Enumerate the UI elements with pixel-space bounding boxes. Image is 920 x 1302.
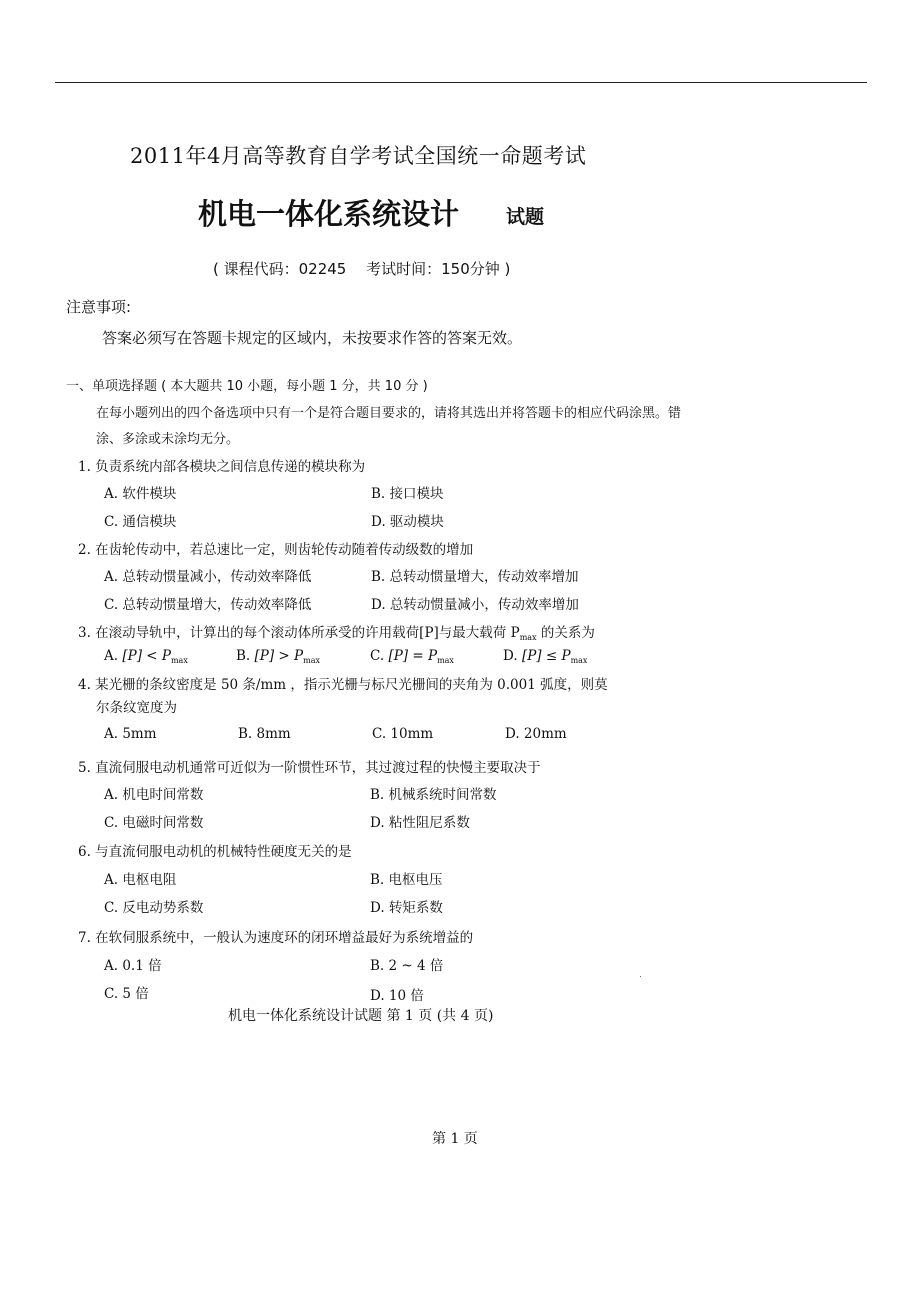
question-4-option-d: D. 20mm xyxy=(505,726,567,742)
question-3-option-b xyxy=(236,648,320,665)
notice-heading: 注意事项: xyxy=(66,298,132,316)
option-relation: [P] > xyxy=(254,648,290,664)
option-relation: [P] = xyxy=(388,648,424,664)
question-4-option-c: C. 10mm xyxy=(372,726,434,742)
question-7-stem: 7. 在软伺服系统中，一般认为速度环的闭环增益最好为系统增益的 xyxy=(78,930,474,946)
question-2-option-a: A. 总转动惯量减小，传动效率降低 xyxy=(104,569,312,585)
question-1-option-d: D. 驱动模块 xyxy=(371,514,444,530)
question-3-stem-tail: 的关系为 xyxy=(540,625,595,641)
course-info: ( 课程代码：02245 考试时间：150分钟 ) xyxy=(213,260,511,278)
question-1-option-b: B. 接口模块 xyxy=(371,486,444,502)
option-relation: [P] ≤ xyxy=(521,648,558,664)
option-variable: P xyxy=(294,648,304,664)
subject-suffix: 试题 xyxy=(506,206,545,228)
question-4-stem-continued: 尔条纹宽度为 xyxy=(96,700,177,716)
question-5-option-b: B. 机械系统时间常数 xyxy=(370,787,497,803)
question-6-option-b: B. 电枢电压 xyxy=(370,872,443,888)
option-label: C. xyxy=(370,648,385,664)
option-variable: P xyxy=(561,648,571,664)
question-3-stem-subscript: max xyxy=(519,633,537,642)
option-label: A. xyxy=(104,648,119,664)
question-3-stem xyxy=(78,621,595,642)
page-number: 第 1 页 xyxy=(432,1131,478,1147)
scan-speck xyxy=(640,976,641,977)
question-3-stem-symbol: P xyxy=(510,625,520,641)
question-4-stem: 4. 某光栅的条纹密度是 50 条/mm ，指示光栅与标尺光栅间的夹角为 0.001 弧度，则莫 xyxy=(78,677,608,693)
question-3-option-c xyxy=(370,648,454,665)
question-2-option-d: D. 总转动惯量减小，传动效率增加 xyxy=(371,597,579,613)
question-5-option-a: A. 机电时间常数 xyxy=(104,787,204,803)
notice-body: 答案必须写在答题卡规定的区域内，未按要求作答的答案无效。 xyxy=(102,329,523,347)
question-6-option-c: C. 反电动势系数 xyxy=(104,900,204,916)
question-3-option-d xyxy=(503,648,587,665)
top-rule xyxy=(55,82,867,83)
question-5-stem: 5. 直流伺服电动机通常可近似为一阶惯性环节，其过渡过程的快慢主要取决于 xyxy=(78,760,541,776)
option-variable: P xyxy=(427,648,438,664)
question-1-option-a: A. 软件模块 xyxy=(104,486,177,502)
question-7-option-d: D. 10 倍 xyxy=(370,988,424,1004)
question-4-option-b: B. 8mm xyxy=(238,726,291,742)
question-4-option-a: A. 5mm xyxy=(104,726,157,742)
question-7-option-c: C. 5 倍 xyxy=(104,986,149,1002)
question-5-option-c: C. 电磁时间常数 xyxy=(104,815,204,831)
section-instructions: 在每小题列出的四个备选项中只有一个是符合题目要求的，请将其选出并将答题卡的相应代码涂黑。错涂、多涂或未涂均无分。 xyxy=(96,406,682,447)
option-label: D. xyxy=(503,648,518,664)
question-2-option-c: C. 总转动惯量增大，传动效率降低 xyxy=(104,597,312,613)
option-subscript: max xyxy=(170,656,188,665)
question-7-option-a: A. 0.1 倍 xyxy=(104,958,162,974)
question-6-stem: 6. 与直流伺服电动机的机械特性硬度无关的是 xyxy=(78,844,352,860)
question-5-option-d: D. 粘性阻尼系数 xyxy=(370,815,470,831)
exam-title: 2011年4月高等教育自学考试全国统一命题考试 xyxy=(130,144,587,168)
question-7-option-b: B. 2 ~ 4 倍 xyxy=(370,958,444,974)
question-2-stem: 2. 在齿轮传动中，若总速比一定，则齿轮传动随着传动级数的增加 xyxy=(78,542,474,558)
question-1-option-c: C. 通信模块 xyxy=(104,514,177,530)
option-subscript: max xyxy=(570,656,588,665)
question-6-option-a: A. 电枢电阻 xyxy=(104,872,177,888)
question-3-stem-text: 3. 在滚动导轨中，计算出的每个滚动体所承受的许用载荷[P]与最大载荷 xyxy=(78,625,507,641)
question-6-option-d: D. 转矩系数 xyxy=(370,900,443,916)
subject-title: 机电一体化系统设计 xyxy=(198,197,460,231)
option-variable: P xyxy=(161,648,171,664)
question-2-option-b: B. 总转动惯量增大，传动效率增加 xyxy=(371,569,579,585)
section-heading: 一、单项选择题 ( 本大题共 10 小题，每小题 1 分，共 10 分 ) xyxy=(66,379,428,394)
question-1-stem: 1. 负责系统内部各模块之间信息传递的模块称为 xyxy=(78,459,366,475)
page-footer: 机电一体化系统设计试题 第 1 页 (共 4 页) xyxy=(228,1008,494,1024)
option-relation: [P] < xyxy=(122,648,158,664)
option-label: B. xyxy=(236,648,251,664)
question-3-option-a xyxy=(104,648,188,665)
option-subscript: max xyxy=(437,656,454,665)
option-subscript: max xyxy=(303,656,321,665)
